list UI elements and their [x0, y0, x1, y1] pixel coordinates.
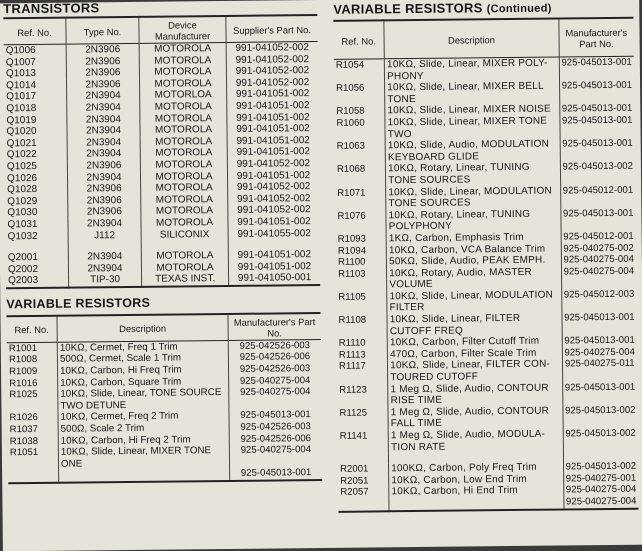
resistor-row-cell: 925-040275-004 — [229, 375, 322, 388]
transistor-row-cell: 991-041051-002 — [227, 146, 319, 159]
resistor-row-cell: 10KΩ, Slide, Linear, MIXER TONE — [58, 445, 229, 458]
transistor-row-cell: 991-041051-002 — [227, 170, 319, 183]
resistor-row-cell: 925-042526-003 — [228, 339, 321, 352]
resistor-cont-row-cell — [335, 152, 386, 164]
transistor-row-cell: 991-041052-002 — [226, 77, 318, 90]
resistor-cont-row-cell: PHONY — [385, 69, 560, 82]
resistor-cont-row-cell — [560, 149, 635, 161]
resistor-row-cell: 925-042526-006 — [229, 433, 322, 446]
transistor-row-cell: Q1019 — [6, 114, 37, 126]
resistor-cont-row-cell: R1110 — [338, 337, 366, 350]
transistor-row-cell: 2N3904 — [67, 113, 140, 125]
resistor-cont-row-cell: 925-045013-001 — [562, 381, 637, 393]
resistor-cont-row-cell: 10KΩ, Slide, Linear, MIXER BELL — [385, 81, 560, 94]
transistor-row-cell: Q2001 — [7, 252, 38, 264]
transistor-row-cell: MOTOROLA — [140, 170, 227, 183]
transistor-row-cell: MOTOROLA — [139, 55, 226, 68]
resistor-cont-row-cell: 10KΩ, Slide, Linear, MIXER NOISE — [385, 104, 560, 117]
resistor-cont-row-cell — [337, 326, 388, 338]
resistor-row-cell — [229, 456, 322, 469]
resistor-cont-row — [338, 496, 638, 512]
resistor-row-cell: R1025 — [9, 389, 38, 401]
resistor-cont-row-cell: R1105 — [338, 291, 366, 303]
transistor-row-cell: Q1021 — [6, 137, 37, 150]
resistor-row-cell: 10KΩ, Cermet, Freq 2 Trim — [58, 410, 229, 423]
resistor-cont-row-cell: 10KΩ, Rotary, Audio, MASTER — [387, 266, 562, 279]
resistor-cont-row-cell: POLYPHONY — [386, 220, 561, 233]
resistor-cont-row-cell — [559, 91, 634, 103]
transistor-row-cell: Q1029 — [7, 195, 38, 207]
transistor-row-cell: MOTOROLA — [140, 113, 227, 126]
resistor-cont-row-cell: 50KΩ, Slide, Audio, PEAK EMPH. — [387, 255, 562, 268]
resistor-row-cell: 10KΩ, Cermet, Freq 1 Trim — [57, 340, 228, 354]
variable-resistors-body — [7, 339, 322, 483]
resistor-cont-row-cell: 1KΩ, Carbon, Emphasis Trim — [386, 231, 561, 244]
transistor-row-cell: Q1026 — [6, 172, 38, 184]
resistor-cont-row-cell — [389, 496, 564, 510]
resistor-row-cell: 10KΩ, Carbon, Hi Freq 2 Trim — [58, 434, 229, 447]
resistor-row-cell: ONE — [58, 457, 229, 470]
resistor-cont-row-cell — [336, 280, 387, 292]
transistor-row-cell: 991-041052-002 — [228, 193, 320, 206]
resistor-row-cell — [8, 470, 59, 483]
transistor-row-cell: 2N3904 — [67, 171, 140, 183]
resistor-cont-row-cell — [337, 372, 388, 384]
transistor-row-cell: 2N3904 — [67, 90, 140, 102]
resistor-cont-row-cell: R1117 — [338, 360, 366, 373]
resistor-cont-row-cell — [562, 393, 637, 405]
resistor-cont-row-cell: R1056 — [336, 82, 365, 95]
resistor-cont-row-cell — [338, 498, 389, 511]
resistor-cont-row-cell: 10KΩ, Slide, Linear, FILTER CON- — [388, 359, 563, 372]
resistor-cont-row-cell — [563, 416, 638, 428]
transistor-row-cell: 991-041052-002 — [228, 181, 320, 194]
resistor-cont-row-cell: 1 Meg Ω, Slide, Audio, CONTOUR — [388, 405, 563, 418]
header-description: Description — [57, 314, 228, 342]
resistor-cont-row-cell: TONE SOURCES — [386, 173, 561, 186]
transistor-row-cell: 991-041051-002 — [228, 216, 320, 229]
transistor-row-cell: 2N3906 — [66, 55, 139, 67]
resistor-cont-row-cell: R1094 — [337, 245, 367, 257]
variable-resistors-header-row — [6, 313, 320, 343]
right-column — [333, 0, 638, 512]
resistor-cont-row-cell: R1093 — [337, 233, 367, 245]
resistor-cont-row-cell — [337, 396, 388, 408]
transistor-row-cell: Q1013 — [5, 68, 37, 80]
resistor-cont-row-cell: R1123 — [339, 384, 367, 396]
resistor-row-cell: R1016 — [9, 377, 38, 389]
resistor-row-cell: 925-042526-006 — [228, 351, 321, 364]
resistor-cont-row-cell: 925-045013-001 — [559, 115, 634, 127]
header-type-no: Type No. — [66, 17, 139, 44]
resistor-cont-row-cell: 100KΩ, Carbon, Poly Freq Trim — [389, 462, 564, 475]
transistor-row-cell: Q1032 — [7, 230, 38, 242]
resistor-cont-row-cell: KEYBOARD GLIDE — [385, 150, 560, 163]
resistor-cont-row-cell — [334, 71, 385, 83]
resistor-cont-row-cell: R1071 — [337, 187, 366, 199]
transistor-row-cell: Q1007 — [5, 56, 36, 68]
resistor-cont-row-cell: 10KΩ, Carbon, Filter Cutoff Trim — [387, 336, 562, 349]
header-manufacturers-part-no: Manufacturer's Part No. — [228, 313, 321, 340]
resistor-cont-row-cell — [336, 303, 387, 315]
transistor-row-cell: 2N3904 — [68, 251, 141, 263]
variable-resistors-continued-title — [333, 0, 633, 19]
resistor-cont-row-cell: 10KΩ, Slide, Linear, MIXER TONE — [385, 115, 560, 128]
transistor-row-cell: 991-041052-002 — [228, 204, 320, 217]
resistor-row-cell: 10KΩ, Carbon, Square Trim — [58, 376, 229, 389]
resistor-cont-row-cell: 925-040275-011 — [562, 358, 637, 370]
transistor-row-cell: 991-041051-002 — [227, 112, 319, 125]
resistor-cont-row-cell: R1103 — [337, 268, 366, 280]
resistor-cont-row-cell: RISE TIME — [388, 394, 563, 407]
transistor-row-cell: 991-041052-002 — [226, 42, 318, 55]
resistor-cont-row-cell: 925-040275-004 — [562, 347, 637, 359]
resistor-cont-row-cell: 925-045013-002 — [563, 428, 638, 440]
header-description: Description — [384, 18, 559, 58]
resistor-cont-row-cell: R2051 — [340, 475, 369, 487]
continued-header-row — [333, 18, 633, 60]
transistor-row-cell: 991-041051-002 — [227, 88, 319, 101]
continued-suffix: (Continued) — [486, 2, 552, 16]
transistor-row-cell: MOTOROLA — [141, 194, 228, 207]
resistor-cont-row-cell: 925-045013-001 — [559, 103, 634, 115]
resistor-cont-row-cell: 10KΩ, Slide, Linear, MODULATION — [386, 185, 561, 198]
transistor-row-cell: MOTOROLA — [141, 262, 228, 275]
header-ref-no: Ref. No. — [6, 316, 57, 343]
resistor-cont-row-cell: 925-040275-002 — [561, 242, 636, 254]
transistor-row-cell: 2N3906 — [68, 183, 141, 195]
transistors-table — [3, 14, 320, 289]
transistors-body — [4, 42, 321, 289]
transistor-row-cell: Q1030 — [7, 207, 38, 219]
transistor-row-cell: 2N3906 — [66, 43, 139, 56]
transistor-row-cell: Q1025 — [6, 160, 37, 173]
resistor-cont-row-cell: R1054 — [335, 59, 365, 71]
resistor-cont-row-cell: 925-040275-004 — [561, 265, 636, 277]
resistor-cont-row-cell — [561, 219, 636, 231]
resistor-cont-row-cell: R2001 — [340, 463, 369, 475]
resistor-row-cell: 10KΩ, Slide, Linear, TONE SOURCE — [58, 387, 229, 400]
resistor-cont-row-cell: FILTER — [387, 301, 562, 314]
resistor-cont-row-cell — [334, 94, 385, 106]
resistor-cont-row-cell — [338, 419, 389, 431]
transistor-row-cell: SILICONIX — [141, 228, 228, 241]
transistor-row-cell: 2N3906 — [68, 206, 141, 218]
resistor-cont-row-cell: R1058 — [336, 105, 365, 118]
resistor-cont-row-cell — [562, 370, 637, 382]
resistor-cont-row-cell: 10KΩ, Carbon, Hi End Trim — [389, 485, 564, 498]
variable-resistors-title: VARIABLE RESISTORS — [6, 295, 151, 312]
resistor-cont-row-cell: R1100 — [337, 256, 366, 268]
variable-resistors-table — [6, 312, 322, 484]
transistor-row-cell: Q1020 — [6, 126, 37, 138]
resistor-cont-row-cell: 10KΩ, Carbon, Low End Trim — [389, 473, 564, 486]
transistor-row-cell: 991-041052-002 — [226, 65, 318, 78]
header-ref-no: Ref. No. — [3, 18, 66, 45]
resistor-cont-row-cell — [560, 196, 635, 208]
header-suppliers-part-no: Supplier's Part No. — [226, 15, 318, 42]
resistor-row-cell: 925-045013-001 — [229, 409, 322, 422]
transistor-row-cell: 2N3904 — [67, 102, 140, 114]
resistor-row-cell: R1026 — [9, 412, 38, 424]
resistor-cont-row-cell: 925-045013-001 — [562, 335, 637, 347]
resistor-cont-row-cell: 925-045013-002 — [560, 161, 635, 173]
transistor-row-cell: 991-041051-002 — [228, 249, 320, 262]
header-ref-no: Ref. No. — [333, 20, 384, 59]
transistor-row — [6, 272, 320, 288]
transistor-row-cell: 2N3904 — [68, 218, 141, 230]
transistor-row-cell: TIP-30 — [69, 274, 142, 287]
transistor-row-cell: 991-041050-001 — [229, 272, 321, 286]
transistor-row-cell: MOTOROLA — [139, 78, 226, 91]
transistor-row-cell: Q1022 — [6, 149, 37, 161]
left-column — [3, 0, 322, 484]
resistor-cont-row-cell: R1141 — [339, 430, 368, 442]
transistor-row-cell: MOTOROLA — [141, 182, 228, 195]
transistor-row-cell: TEXAS INST. — [142, 273, 229, 287]
transistor-row-cell: MOTOROLA — [140, 101, 227, 114]
transistor-row-cell: Q1018 — [6, 102, 37, 115]
resistor-row-cell: R1001 — [8, 342, 38, 355]
resistor-cont-row-cell — [335, 198, 386, 210]
transistor-row-cell: 2N3906 — [68, 195, 141, 207]
transistor-row-cell: 2N3906 — [66, 67, 139, 79]
resistor-cont-row-cell: R1076 — [337, 210, 366, 222]
resistor-cont-row-cell: VOLUME — [387, 278, 562, 291]
resistor-row-cell — [229, 398, 322, 411]
resistor-cont-row-cell: 925-040275-004 — [561, 254, 636, 266]
resistor-cont-row-cell: TONE — [385, 92, 560, 105]
transistor-row-cell: MOTOROLA — [141, 205, 228, 218]
resistor-row-cell: R1008 — [8, 354, 38, 366]
resistor-cont-row-cell: FALL TIME — [388, 417, 563, 430]
transistor-row-cell: MOTOROLA — [140, 159, 227, 172]
transistor-row-cell: Q2003 — [8, 275, 39, 287]
transistor-row-cell: MOTOROLA — [141, 217, 228, 230]
resistor-cont-row-cell — [559, 68, 634, 80]
resistor-cont-row-cell: CUTOFF FREQ — [387, 324, 562, 337]
resistor-row-cell — [59, 468, 230, 482]
transistor-row-cell: MOTOROLA — [139, 66, 226, 79]
transistor-row-cell: 991-041051-002 — [227, 100, 319, 113]
transistor-row-cell: Q2002 — [7, 263, 39, 275]
transistor-row-cell: 2N3904 — [67, 125, 140, 137]
transistor-row-cell: MOTOROLA — [140, 147, 227, 160]
resistor-cont-row-cell — [338, 453, 389, 464]
resistor-cont-row-cell: 925-045013-002 — [563, 404, 638, 416]
transistor-row-cell: MOTOROLA — [140, 124, 227, 137]
resistor-cont-row-cell — [561, 277, 636, 289]
resistor-cont-row-cell: 925-040275-001 — [563, 472, 638, 484]
resistor-cont-row-cell — [563, 439, 638, 451]
transistor-row-cell: 2N3904 — [68, 263, 141, 275]
transistor-row-cell: Q1006 — [5, 44, 36, 57]
resistor-cont-row-cell — [335, 222, 386, 234]
resistor-cont-row-cell: 925-040275-004 — [563, 484, 638, 496]
transistor-row-cell: 991-041051-002 — [227, 123, 319, 136]
transistor-row-cell: MOTOROLA — [139, 42, 226, 55]
resistor-cont-row-cell — [338, 442, 389, 454]
transistors-header-row — [3, 15, 317, 45]
resistor-cont-row-cell: 10KΩ, Slide, Linear, MODULATION — [387, 289, 562, 302]
resistor-cont-row-cell: 470Ω, Carbon, Filter Scale Trim — [388, 347, 563, 360]
resistor-cont-row-cell: 10KΩ, Carbon, VCA Balance Trim — [386, 243, 561, 256]
resistor-row-cell: 10KΩ, Carbon, Hi Freq Trim — [57, 364, 228, 377]
resistor-row-cell: R1009 — [8, 366, 38, 378]
transistor-row-cell: MOTOROLA — [140, 136, 227, 149]
resistor-cont-row-cell: 10KΩ, Slide, Linear, FILTER — [387, 313, 562, 326]
resistor-row-cell: R1051 — [9, 447, 39, 459]
resistor-cont-row-cell: 925-045013-001 — [559, 80, 634, 92]
transistors-title: TRANSISTORS — [3, 0, 100, 17]
resistor-row-cell: 925-040275-004 — [229, 444, 322, 457]
resistor-row-cell: 925-040275-004 — [229, 386, 322, 399]
transistor-row-cell: 2N3906 — [66, 79, 139, 91]
transistor-row-cell: MOTORLOA — [140, 89, 227, 102]
transistor-row-cell: 2N3904 — [67, 137, 140, 149]
resistor-cont-row-cell: 1 Meg Ω, Slide, Audio, MODULA- — [388, 428, 563, 441]
resistor-cont-row-cell: R1063 — [336, 140, 366, 152]
resistor-cont-row-cell: 925-045013-002 — [563, 461, 638, 473]
resistor-row-cell — [7, 401, 58, 413]
transistor-row-cell: 2N3904 — [67, 148, 140, 160]
resistor-cont-row-cell: TONE SOURCES — [386, 197, 561, 210]
transistor-row-cell: 991-041051-002 — [227, 135, 319, 148]
resistor-cont-row-cell: TOURED CUTOFF — [388, 371, 563, 384]
resistor-cont-row-cell: 1 Meg Ω, Slide, Audio, CONTOUR — [388, 382, 563, 395]
resistor-cont-row-cell: 925-045013-001 — [562, 312, 637, 324]
resistor-cont-row-cell — [335, 129, 386, 141]
resistor-cont-row-cell: TION RATE — [388, 440, 563, 453]
header-manufacturers-part-no: Manufacturer's Part No. — [558, 18, 633, 57]
resistor-cont-row-cell: 925-045013-001 — [560, 207, 635, 219]
transistor-row-cell: J112 — [68, 229, 141, 241]
resistor-cont-row-cell: 925-045012-001 — [561, 231, 636, 243]
resistor-cont-row-cell: 925-045013-001 — [560, 138, 635, 150]
transistor-row-cell: Q1014 — [5, 79, 37, 92]
resistor-cont-row-cell: R1068 — [336, 163, 366, 176]
resistor-row-cell: TWO DETUNE — [58, 399, 229, 412]
resistor-row — [8, 467, 322, 483]
resistor-cont-row-cell: R1108 — [338, 314, 367, 326]
resistor-cont-row-cell: 10KΩ, Rotary, Linear, TUNING — [386, 208, 561, 221]
resistor-cont-row-cell: 925-045012-001 — [560, 184, 635, 196]
resistor-row-cell: 925-042526-003 — [228, 363, 321, 376]
resistor-cont-row-cell: R1060 — [336, 117, 365, 129]
resistor-cont-row-cell — [335, 175, 386, 187]
variable-resistors-continued-table — [333, 17, 638, 513]
transistor-row-cell: 991-041055-002 — [228, 228, 320, 241]
variable-resistors-continued-body — [334, 56, 639, 511]
transistor-row-cell: 2N3906 — [67, 160, 140, 172]
transistor-row-cell: MOTOROLA — [141, 250, 228, 263]
resistor-cont-row-cell — [560, 126, 635, 138]
transistor-row-cell: 991-041052-002 — [227, 158, 319, 171]
transistor-row-cell: 991-041051-002 — [228, 261, 320, 274]
resistor-cont-row-cell — [561, 300, 636, 312]
resistor-cont-row-cell: 925-040275-004 — [563, 496, 638, 509]
transistor-row-cell: Q1017 — [6, 91, 37, 103]
transistor-row-cell — [6, 242, 69, 253]
resistor-cont-row-cell: R1125 — [339, 407, 368, 419]
resistor-row-cell: 925-042526-003 — [229, 421, 322, 434]
resistor-row-cell: R1037 — [9, 423, 38, 436]
resistor-cont-row-cell: 925-045013-001 — [559, 56, 634, 69]
transistor-row-cell: Q1031 — [7, 218, 38, 231]
resistor-cont-row-cell: TWO — [385, 127, 560, 140]
transistor-row-cell: Q1028 — [7, 184, 38, 196]
resistor-cont-row-cell: 925-045012-003 — [561, 289, 636, 301]
resistor-row-cell: 500Ω, Scale 2 Trim — [58, 422, 229, 435]
resistor-row-cell: R1038 — [9, 435, 39, 447]
header-device-manufacturer: Device Manufacturer — [139, 16, 226, 43]
resistor-cont-row-cell — [560, 173, 635, 185]
resistor-cont-row-cell: R1113 — [338, 349, 366, 361]
resistor-cont-row-cell — [562, 323, 637, 335]
resistor-cont-row-cell: 10KΩ, Rotary, Linear, TUNING — [386, 162, 561, 175]
resistor-cont-row-cell: 10KΩ, Slide, Linear, MIXER POLY- — [384, 57, 559, 71]
resistor-row-cell — [8, 459, 59, 471]
resistor-row-cell: 500Ω, Cermet, Scale 1 Trim — [57, 352, 228, 365]
resistor-row-cell: 925-045013-001 — [230, 467, 323, 481]
transistor-row-cell: 991-041052-002 — [226, 54, 318, 67]
continued-title-text: VARIABLE RESISTORS — [333, 0, 483, 17]
resistor-cont-row-cell: 10KΩ, Slide, Audio, MODULATION — [385, 139, 560, 152]
resistor-cont-row-cell: R2057 — [340, 486, 369, 499]
